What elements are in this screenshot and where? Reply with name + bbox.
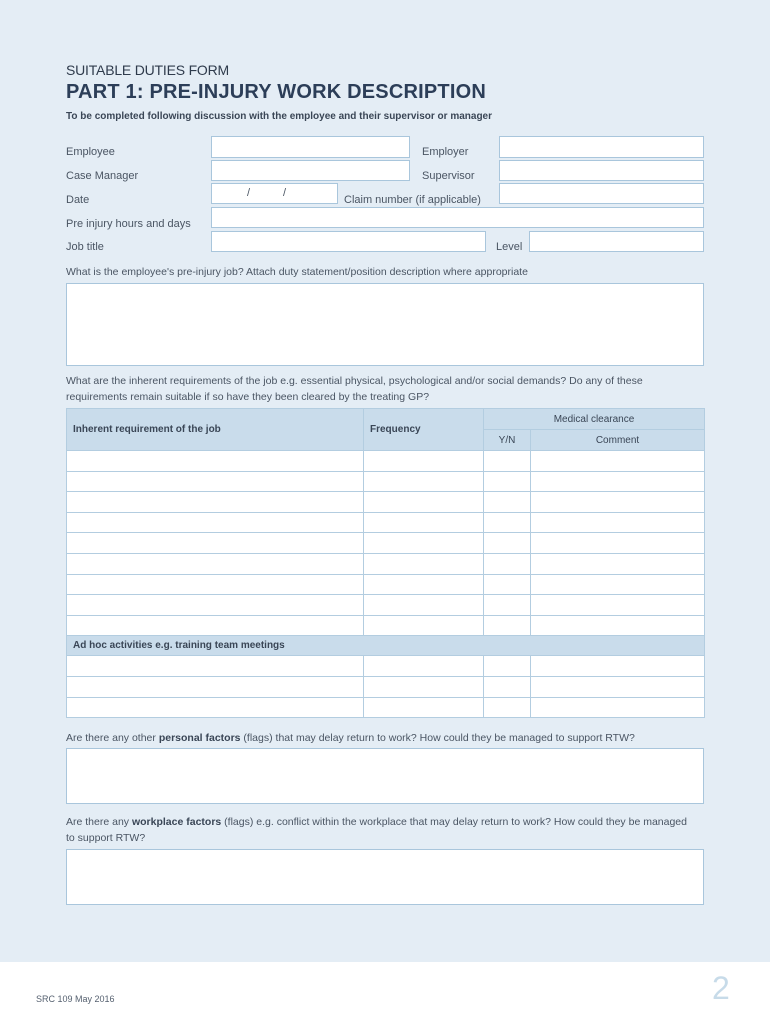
case-manager-field[interactable] — [211, 160, 410, 181]
column-header-yn: Y/N — [484, 430, 531, 451]
table-row — [67, 595, 705, 616]
table-cell[interactable] — [531, 553, 705, 574]
table-cell[interactable] — [67, 697, 364, 718]
table-cell[interactable] — [531, 512, 705, 533]
workplace-factors-text-pre: Are there any — [66, 816, 132, 828]
table-row — [67, 574, 705, 595]
table-cell[interactable] — [484, 697, 531, 718]
table-cell[interactable] — [484, 533, 531, 554]
table-cell[interactable] — [67, 533, 364, 554]
table-cell[interactable] — [531, 697, 705, 718]
table-row — [67, 676, 705, 697]
table-cell[interactable] — [67, 656, 364, 677]
case-manager-label: Case Manager — [66, 170, 139, 182]
level-field[interactable] — [529, 231, 704, 252]
date-separator: / — [247, 187, 251, 199]
table-cell[interactable] — [484, 595, 531, 616]
employee-label: Employee — [66, 146, 115, 158]
table-cell[interactable] — [67, 471, 364, 492]
table-cell[interactable] — [484, 676, 531, 697]
table-cell[interactable] — [364, 512, 484, 533]
workplace-factors-emphasis: workplace factors — [131, 816, 222, 828]
column-header-requirement: Inherent requirement of the job — [67, 409, 364, 451]
date-label: Date — [66, 194, 90, 206]
column-header-comment: Comment — [531, 430, 705, 451]
personal-factors-text-pre: Are there any other — [66, 732, 159, 744]
supervisor-field[interactable] — [499, 160, 704, 181]
pre-injury-hours-field[interactable] — [211, 207, 704, 228]
table-cell[interactable] — [364, 697, 484, 718]
claim-number-label: Claim number (if applicable) — [344, 194, 481, 206]
date-separator: / — [283, 187, 287, 199]
table-cell[interactable] — [364, 676, 484, 697]
table-cell[interactable] — [67, 676, 364, 697]
table-row — [67, 697, 705, 718]
table-row — [67, 451, 705, 472]
table-row — [67, 471, 705, 492]
personal-factors-textarea[interactable] — [66, 748, 704, 804]
personal-factors-question — [66, 730, 706, 746]
table-cell[interactable] — [531, 676, 705, 697]
inherent-requirements-table — [66, 408, 705, 718]
pre-injury-job-textarea[interactable] — [66, 283, 704, 366]
table-cell[interactable] — [67, 615, 364, 636]
pre-injury-hours-label: Pre injury hours and days — [66, 218, 191, 230]
inherent-requirements-question: What are the inherent requirements of the job e.g. essential physical, psychological and/or social demands? Do any of these requirements remain suitable if so have they been cleared by the treating GP? — [66, 375, 643, 403]
table-cell[interactable] — [364, 471, 484, 492]
table-cell[interactable] — [364, 492, 484, 513]
table-cell[interactable] — [531, 451, 705, 472]
table-cell[interactable] — [364, 595, 484, 616]
date-field[interactable] — [211, 183, 338, 204]
table-row — [67, 615, 705, 636]
table-cell[interactable] — [67, 451, 364, 472]
table-row — [67, 512, 705, 533]
table-cell[interactable] — [484, 553, 531, 574]
table-cell[interactable] — [67, 492, 364, 513]
table-cell[interactable] — [484, 656, 531, 677]
pre-injury-job-question: What is the employee's pre-injury job? Attach duty statement/position description where appropriate — [66, 266, 528, 278]
claim-number-field[interactable] — [499, 183, 704, 204]
table-cell[interactable] — [364, 553, 484, 574]
page-title: PART 1: PRE-INJURY WORK DESCRIPTION — [66, 81, 486, 103]
form-kicker: SUITABLE DUTIES FORM — [66, 62, 229, 78]
table-cell[interactable] — [364, 615, 484, 636]
table-cell[interactable] — [531, 492, 705, 513]
table-row — [67, 492, 705, 513]
table-cell[interactable] — [364, 574, 484, 595]
table-cell[interactable] — [364, 533, 484, 554]
employee-field[interactable] — [211, 136, 410, 158]
column-header-medical-clearance: Medical clearance — [484, 409, 705, 430]
page-number: 2 — [712, 970, 730, 1006]
form-code: SRC 109 May 2016 — [36, 994, 115, 1004]
table-cell[interactable] — [484, 492, 531, 513]
level-label: Level — [496, 241, 523, 253]
table-cell[interactable] — [531, 471, 705, 492]
job-title-label: Job title — [66, 241, 104, 253]
supervisor-label: Supervisor — [422, 170, 475, 182]
table-cell[interactable] — [484, 574, 531, 595]
workplace-factors-text-post: (flags) e.g. conflict within the workplace that may delay return to work? How could they be managed to support RTW? — [66, 816, 687, 844]
table-cell[interactable] — [531, 595, 705, 616]
table-row — [67, 533, 705, 554]
employer-label: Employer — [422, 146, 469, 158]
table-cell[interactable] — [67, 574, 364, 595]
workplace-factors-textarea[interactable] — [66, 849, 704, 905]
table-cell[interactable] — [67, 512, 364, 533]
table-cell[interactable] — [531, 533, 705, 554]
table-cell[interactable] — [364, 656, 484, 677]
table-cell[interactable] — [531, 615, 705, 636]
table-cell[interactable] — [364, 451, 484, 472]
table-cell[interactable] — [531, 656, 705, 677]
table-row — [67, 553, 705, 574]
workplace-factors-question — [66, 814, 698, 846]
table-cell[interactable] — [531, 574, 705, 595]
personal-factors-text-post: (flags) that may delay return to work? How could they be managed to support RTW? — [240, 732, 635, 744]
table-cell[interactable] — [484, 615, 531, 636]
table-cell[interactable] — [67, 595, 364, 616]
table-cell[interactable] — [67, 553, 364, 574]
table-cell[interactable] — [484, 512, 531, 533]
adhoc-section-row — [67, 636, 705, 656]
employer-field[interactable] — [499, 136, 704, 158]
column-header-frequency: Frequency — [364, 409, 484, 451]
table-cell[interactable] — [484, 471, 531, 492]
job-title-field[interactable] — [211, 231, 486, 252]
personal-factors-emphasis: personal factors — [158, 732, 241, 744]
table-row — [67, 656, 705, 677]
form-instructions: To be completed following discussion with the employee and their supervisor or manager — [66, 111, 493, 122]
adhoc-section-label: Ad hoc activities e.g. training team meetings — [67, 636, 705, 656]
table-cell[interactable] — [484, 451, 531, 472]
